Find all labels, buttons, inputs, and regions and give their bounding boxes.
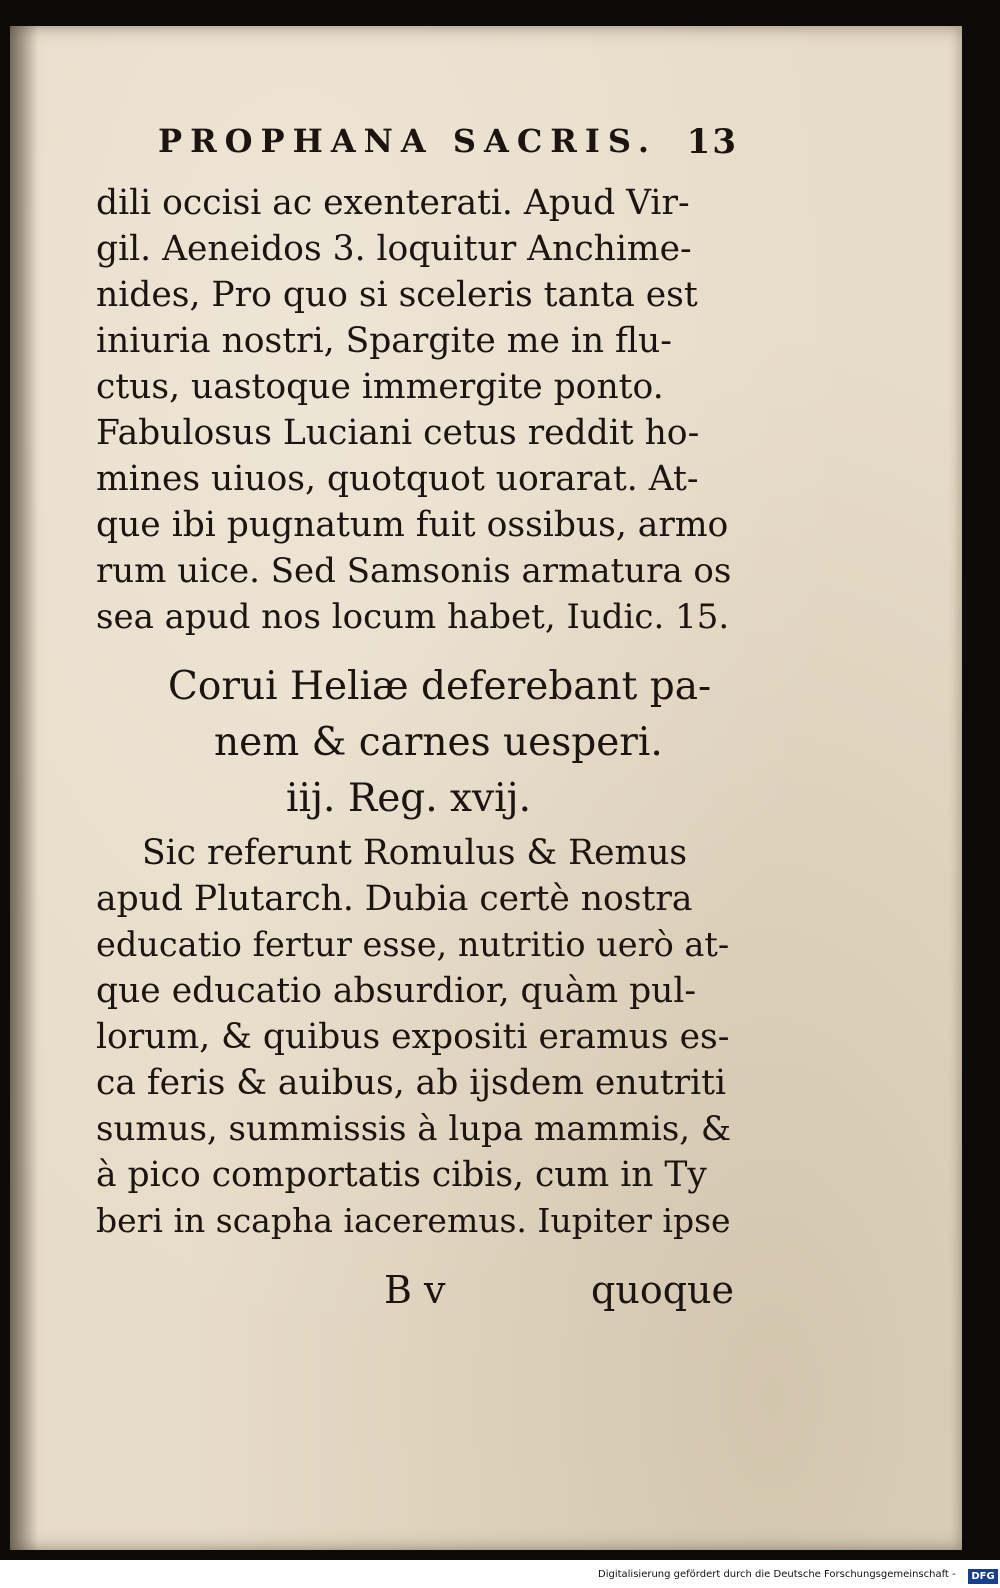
signature-mark: B v <box>384 1268 446 1312</box>
body-line: à pico comportatis cibis, cum in Ty <box>96 1155 707 1195</box>
section-heading-line: iij. Reg. xvij. <box>286 776 532 821</box>
spine-shadow <box>10 26 38 1550</box>
body-line: lorum, & quibus expositi eramus es- <box>96 1017 730 1057</box>
signature-line <box>384 1268 734 1318</box>
dfg-logo-icon: DFG <box>968 1569 998 1584</box>
credit-text: Digitalisierung gefördert durch die Deutsche Forschungsgemeinschaft - <box>598 1569 956 1580</box>
body-line: apud Plutarch. Dubia certè nostra <box>96 879 693 919</box>
section-heading-line: nem & carnes uesperi. <box>214 720 663 765</box>
body-line: Sic referunt Romulus & Remus <box>142 833 688 873</box>
running-title: PROPHANA SACRIS. <box>158 122 657 160</box>
digitization-credit <box>598 1568 1000 1586</box>
body-line: que educatio absurdior, quàm pul- <box>96 971 697 1011</box>
body-line: educatio fertur esse, nutritio uerò at- <box>96 925 730 964</box>
page-number: 13 <box>686 122 738 162</box>
body-line: que ibi pugnatum fuit ossibus, armo <box>96 505 729 545</box>
body-line: Fabulosus Luciani cetus reddit ho- <box>96 413 700 453</box>
body-line: gil. Aeneidos 3. loquitur Anchime- <box>96 229 692 269</box>
body-line: rum uice. Sed Samsonis armatura os <box>96 551 732 591</box>
body-line: ca feris & auibus, ab ijsdem enutriti <box>96 1063 727 1103</box>
section-heading-line: Corui Heliæ deferebant pa- <box>168 664 712 709</box>
body-line: nides, Pro quo si sceleris tanta est <box>96 275 698 315</box>
running-head <box>158 118 738 168</box>
body-line: iniuria nostri, Spargite me in flu- <box>96 321 672 361</box>
catchword: quoque <box>591 1268 734 1312</box>
body-line: dili occisi ac exenterati. Apud Vir- <box>96 183 690 223</box>
body-line: sea apud nos locum habet, Iudic. 15. <box>96 597 730 637</box>
body-line: mines uiuos, quotquot uorarat. At- <box>96 459 699 499</box>
body-line: sumus, summissis à lupa mammis, & <box>96 1109 732 1149</box>
body-line: ctus, uastoque immergite ponto. <box>96 367 664 407</box>
body-line: beri in scapha iaceremus. Iupiter ipse <box>96 1201 731 1240</box>
